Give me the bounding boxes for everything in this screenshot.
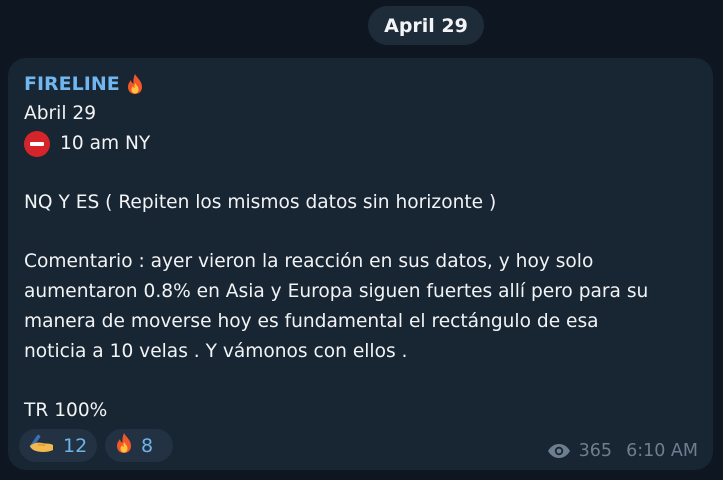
fire-icon xyxy=(126,73,144,95)
sender-name[interactable]: FIRELINE xyxy=(24,73,120,95)
reaction-writing-hand[interactable] xyxy=(19,429,97,462)
fire-icon xyxy=(115,432,133,459)
date-separator: April 29 xyxy=(368,6,484,45)
message-time-line xyxy=(24,129,704,159)
message-comment-line-3: manera de moverse hoy es fundamental el rectángulo de esa xyxy=(24,311,599,332)
reaction-count: 12 xyxy=(63,434,88,457)
message-comment-line-4: noticia a 10 velas . Y vámonos con ellos . xyxy=(24,341,408,362)
reaction-fire[interactable] xyxy=(105,429,173,462)
eye-icon xyxy=(547,443,571,459)
message-comment-line-2: aumentaron 0.8% en Asia y Europa siguen fuertes allí pero para su xyxy=(24,281,649,302)
message-comment-line-1: Comentario : ayer vieron la reacción en sus datos, y hoy solo xyxy=(24,251,594,272)
sender-line xyxy=(24,69,704,99)
message-date-line: Abril 29 xyxy=(24,103,97,124)
stop-sign-icon xyxy=(24,131,50,157)
view-count: 365 xyxy=(578,441,613,461)
message-content xyxy=(24,69,704,426)
reaction-count: 8 xyxy=(141,434,154,457)
message-timestamp: 6:10 AM xyxy=(626,441,698,461)
writing-hand-icon xyxy=(29,433,55,458)
message-time-text: 10 am NY xyxy=(60,133,151,154)
message-meta xyxy=(547,441,698,461)
message-headline: NQ Y ES ( Repiten los mismos datos sin horizonte ) xyxy=(24,192,497,213)
message-tr-line: TR 100% xyxy=(24,400,108,421)
reactions-bar xyxy=(19,429,173,462)
